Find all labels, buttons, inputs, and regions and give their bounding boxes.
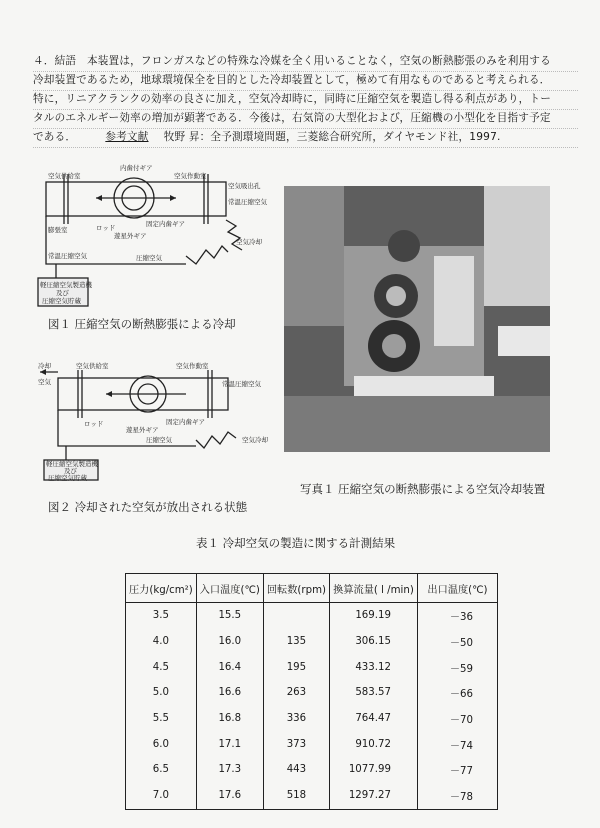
cell-inlet-temp: 17.6 <box>196 783 263 809</box>
figure1-diagram <box>36 160 276 310</box>
cell-pressure: 5.0 <box>126 680 197 706</box>
cell-pressure: 5.5 <box>126 706 197 732</box>
fig1-label-tank1: 軽圧縮空気製造機 <box>40 281 92 289</box>
table-row <box>126 603 498 629</box>
fig2-label-planet-gear: 遊星外ギア <box>126 426 159 434</box>
fig2-label-tank2: 及び <box>64 467 77 475</box>
conclusion-paragraph <box>33 52 578 147</box>
fig1-label-rod: ロッド <box>96 224 116 232</box>
cell-inlet-temp: 16.4 <box>196 654 263 680</box>
fig2-label-cooling: 空気冷却 <box>242 436 268 444</box>
cell-rpm <box>263 603 329 629</box>
cell-outlet-temp: －78 <box>417 783 497 809</box>
header-inlet-temp: 入口温度(℃) <box>196 574 263 603</box>
cell-pressure: 3.5 <box>126 603 197 629</box>
fig2-label-tank3: 圧縮空気貯蔵 <box>48 474 87 482</box>
fig1-label-fixed-gear: 固定内歯ギア <box>146 220 185 228</box>
fig1-label-compressed: 圧縮空気 <box>136 254 162 262</box>
cell-flow: 1077.99 <box>329 757 417 783</box>
conclusion-line-1: ４．結語 本装置は，フロンガスなどの特殊な冷媒を全く用いることなく，空気の断熱膨張のみを利用する <box>33 55 551 67</box>
cell-flow: 169.19 <box>329 603 417 629</box>
header-pressure: 圧力(kg/cm²) <box>126 574 197 603</box>
fig2-label-out-air: 冷却 <box>38 362 51 370</box>
table-row <box>126 680 498 706</box>
photo-caption: 写真１ 圧縮空気の断熱膨張による空気冷却装置 <box>300 482 546 496</box>
table-row <box>126 706 498 732</box>
fig2-label-top-left: 空気供給室 <box>76 362 109 370</box>
underline-dots-3 <box>33 109 578 110</box>
cell-flow: 583.57 <box>329 680 417 706</box>
cell-outlet-temp: －36 <box>417 603 497 629</box>
conclusion-line-3: 特に，リニアクランクの効率の良さに加え，空気冷却時に，同時に圧縮空気を製造し得る利点があり，トー <box>33 93 551 105</box>
cell-inlet-temp: 17.3 <box>196 757 263 783</box>
fig1-label-top-left: 空気供給室 <box>48 172 81 180</box>
fig1-label-top-right: 空気作動室 <box>174 172 207 180</box>
header-outlet-temp: 出口温度(℃) <box>417 574 497 603</box>
cell-inlet-temp: 16.0 <box>196 629 263 655</box>
cell-outlet-temp: －70 <box>417 706 497 732</box>
cell-outlet-temp: －77 <box>417 757 497 783</box>
fig1-label-right2: 常温圧縮空気 <box>228 198 267 206</box>
conclusion-line-5-start: である． <box>33 131 77 143</box>
figure2-caption: 図２ 冷却された空気が放出される状態 <box>48 500 248 514</box>
cell-rpm: 263 <box>263 680 329 706</box>
conclusion-line-2: 冷却装置であるため，地球環境保全を目的とした冷却装置として，極めて有用なものであると考えられる． <box>33 74 551 86</box>
results-table <box>125 573 498 810</box>
header-flow: 換算流量( l /min) <box>329 574 417 603</box>
table-row <box>126 731 498 757</box>
figure1-caption: 図１ 圧縮空気の断熱膨張による冷却 <box>48 317 236 331</box>
fig1-label-left-mid: 膨張室 <box>48 226 68 234</box>
cell-rpm: 373 <box>263 731 329 757</box>
table-row <box>126 629 498 655</box>
fig2-label-compressed: 圧縮空気 <box>146 436 172 444</box>
fig1-label-left-low: 常温圧縮空気 <box>48 252 87 260</box>
cell-inlet-temp: 16.6 <box>196 680 263 706</box>
apparatus-photo <box>284 186 550 452</box>
fig2-label-right1: 常温圧縮空気 <box>222 380 261 388</box>
figure2-diagram <box>36 362 276 482</box>
cell-pressure: 6.5 <box>126 757 197 783</box>
table-header-row <box>126 574 498 603</box>
cell-pressure: 6.0 <box>126 731 197 757</box>
fig1-label-right1: 空気吸出孔 <box>228 182 261 190</box>
cell-rpm: 195 <box>263 654 329 680</box>
underline-dots-2 <box>33 90 578 91</box>
underline-dots-1 <box>33 71 578 72</box>
conclusion-line-4: タルのエネルギー効率の増加が顕著である．今後は，右気筒の大型化および，圧縮機の小型化を目指す予定 <box>33 112 551 124</box>
fig2-label-tank1: 軽圧縮空気製造機 <box>46 460 98 468</box>
reference-label: 参考文献 <box>105 131 149 143</box>
cell-flow: 306.15 <box>329 629 417 655</box>
fig1-label-gear-top: 内歯付ギア <box>120 164 153 172</box>
cell-flow: 433.12 <box>329 654 417 680</box>
cell-pressure: 4.5 <box>126 654 197 680</box>
cell-outlet-temp: －50 <box>417 629 497 655</box>
cell-pressure: 7.0 <box>126 783 197 809</box>
reference-text: 牧野 昇：全予測環境問題，三菱総合研究所，ダイヤモンド社，1997. <box>163 131 501 143</box>
underline-dots-4 <box>33 128 578 129</box>
cell-rpm: 443 <box>263 757 329 783</box>
cell-inlet-temp: 17.1 <box>196 731 263 757</box>
fig2-label-out-air2: 空気 <box>38 378 51 386</box>
table-row <box>126 757 498 783</box>
fig2-label-rod: ロッド <box>84 420 104 428</box>
fig1-label-planet-gear: 遊星外ギア <box>114 232 147 240</box>
table-row <box>126 654 498 680</box>
cell-flow: 764.47 <box>329 706 417 732</box>
table1-caption: 表１ 冷却空気の製造に関する計測結果 <box>196 536 396 550</box>
cell-flow: 910.72 <box>329 731 417 757</box>
underline-dots-5 <box>33 147 578 148</box>
fig1-label-tank2: 及び <box>56 289 69 297</box>
cell-rpm: 135 <box>263 629 329 655</box>
cell-inlet-temp: 16.8 <box>196 706 263 732</box>
cell-outlet-temp: －66 <box>417 680 497 706</box>
fig1-label-cooling: 空気冷却 <box>236 238 262 246</box>
cell-flow: 1297.27 <box>329 783 417 809</box>
table-row <box>126 783 498 809</box>
cell-rpm: 336 <box>263 706 329 732</box>
header-rpm: 回転数(rpm) <box>263 574 329 603</box>
cell-outlet-temp: －74 <box>417 731 497 757</box>
cell-rpm: 518 <box>263 783 329 809</box>
fig2-label-fixed-gear: 固定内歯ギア <box>166 418 205 426</box>
conclusion-line-5 <box>33 128 578 147</box>
cell-pressure: 4.0 <box>126 629 197 655</box>
cell-outlet-temp: －59 <box>417 654 497 680</box>
fig1-label-tank3: 圧縮空気貯蔵 <box>42 297 81 305</box>
fig2-label-top-right: 空気作動室 <box>176 362 209 370</box>
cell-inlet-temp: 15.5 <box>196 603 263 629</box>
